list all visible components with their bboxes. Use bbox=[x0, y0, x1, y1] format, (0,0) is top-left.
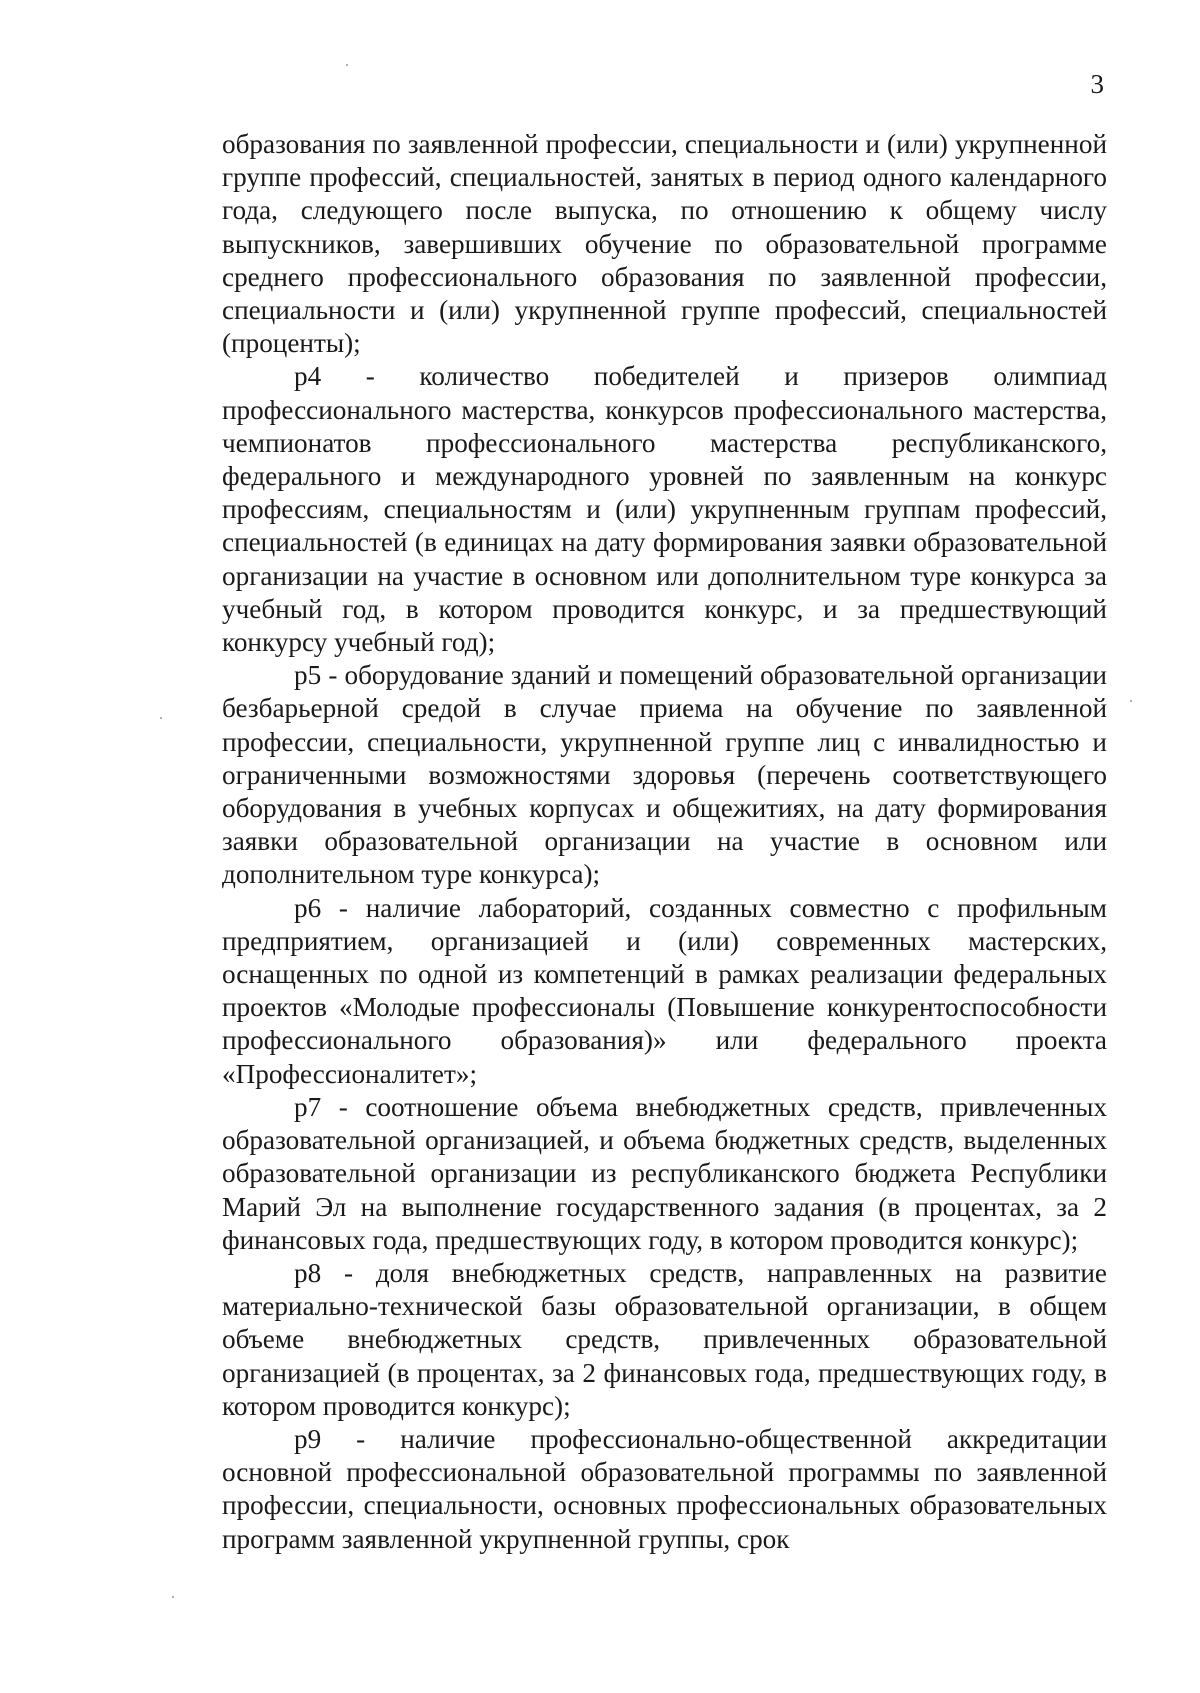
scan-speck bbox=[1130, 700, 1132, 702]
paragraph-p7: p7 - соотношение объема внебюджетных средств, привлеченных образовательной организацией, и объема бюджетных средств, выделенных образовательной организации из республиканского бюджета Республики Марий Эл на выполнение государственного задания (в процентах, за 2 финансовых года, предшествующих году, в котором проводится конкурс); bbox=[222, 1091, 1107, 1255]
paragraph-p9: p9 - наличие профессионально-общественной аккредитации основной профессиональной образовательной программы по заявленной профессии, специальности, основных профессиональных образовательных программ заявленной укрупненной группы, срок bbox=[222, 1423, 1107, 1554]
scan-speck bbox=[172, 1596, 174, 1598]
document-body bbox=[222, 128, 1107, 1556]
paragraph-p5: p5 - оборудование зданий и помещений образовательной организации безбарьерной средой в случае приема на обучение по заявленной профессии, специальности, укрупненной группе лиц с инвалидностью и ограниченными возможностями здоровья (перечень соответствующего оборудования в учебных корпусах и общежитиях, на дату формирования заявки образовательной организации на участие в основном или дополнительном туре конкурса); bbox=[222, 660, 1107, 890]
paragraph-p4: p4 - количество победителей и призеров олимпиад профессионального мастерства, конкурсов профессионального мастерства, чемпионатов профессионального мастерства республиканского, федерального и международного уровней по заявленным на конкурс профессиям, специальностям и (или) укрупненным группам профессий, специальностей (в единицах на дату формирования заявки образовательной организации на участие в основном или дополнительном туре конкурса за учебный год, в котором проводится конкурс, и за предшествующий конкурсу учебный год); bbox=[222, 361, 1107, 658]
scan-speck bbox=[160, 717, 162, 719]
paragraph-continuation: образования по заявленной профессии, специальности и (или) укрупненной группе профессий, специальностей, занятых в период одного календарного года, следующего после выпуска, по отношению к общему числу выпускников, завершивших обучение по образовательной программе среднего профессионального образования по заявленной профессии, специальности и (или) укрупненной группе профессий, специальностей (проценты); bbox=[222, 129, 1107, 359]
paragraph-p6: p6 - наличие лабораторий, созданных совместно с профильным предприятием, организацией и (или) современных мастерских, оснащенных по одной из компетенций в рамках реализации федеральных проектов «Молодые профессионалы (Повышение конкурентоспособности профессионального образования)» или федерального проекта «Профессионалитет»; bbox=[222, 892, 1107, 1089]
scan-speck bbox=[346, 64, 348, 66]
page-number: 3 bbox=[1090, 69, 1104, 99]
paragraph-p8: p8 - доля внебюджетных средств, направленных на развитие материально-технической базы образовательной организации, в общем объеме внебюджетных средств, привлеченных образовательной организацией (в процентах, за 2 финансовых года, предшествующих году, в котором проводится конкурс); bbox=[222, 1257, 1107, 1421]
